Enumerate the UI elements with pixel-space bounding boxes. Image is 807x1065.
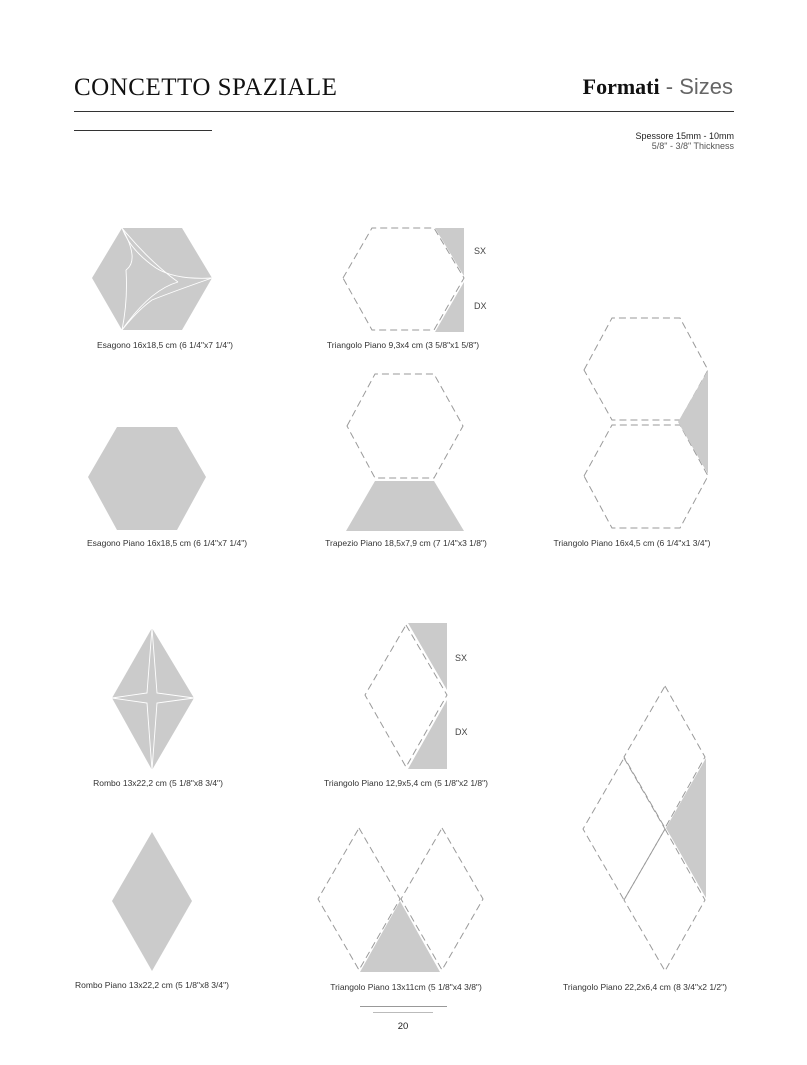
caption-esagono-piano: Esagono Piano 16x18,5 cm (6 1/4"x7 1/4")	[86, 538, 248, 548]
caption-triangolo-129: Triangolo Piano 12,9x5,4 cm (5 1/8"x2 1/8")	[323, 778, 489, 788]
caption-rombo: Rombo 13x22,2 cm (5 1/8"x8 3/4")	[93, 778, 223, 788]
rombo-tile	[112, 628, 194, 770]
label-dx-top: DX	[474, 301, 487, 311]
trapezio-tile	[346, 374, 464, 531]
triangolo-222-tile	[583, 686, 706, 971]
caption-esagono: Esagono 16x18,5 cm (6 1/4"x7 1/4")	[97, 340, 233, 350]
section-heading-bold: Formati	[582, 74, 660, 99]
footer-rule-short	[373, 1012, 433, 1013]
page-title: CONCETTO SPAZIALE	[74, 74, 338, 101]
triangolo-16-tile	[584, 318, 708, 528]
thickness-metric: Spessore 15mm - 10mm	[635, 131, 734, 141]
label-sx-bottom: SX	[455, 653, 468, 663]
thickness-imperial: 5/8" - 3/8" Thickness	[651, 141, 734, 151]
esagono-piano-tile	[88, 427, 206, 530]
caption-rombo-piano: Rombo Piano 13x22,2 cm (5 1/8"x8 3/4")	[75, 980, 229, 990]
caption-triangolo-16: Triangolo Piano 16x4,5 cm (6 1/4"x1 3/4")	[553, 538, 711, 548]
esagono-tile	[92, 228, 212, 330]
triangolo-129-tile	[365, 623, 447, 769]
caption-triangolo-13: Triangolo Piano 13x11cm (5 1/8"x4 3/8")	[330, 982, 482, 992]
page-number: 20	[397, 1021, 409, 1032]
section-heading-light: Sizes	[679, 74, 733, 99]
triangolo-93-tile	[343, 228, 464, 332]
footer-rule	[360, 1006, 447, 1007]
section-heading-separator: -	[665, 74, 674, 99]
caption-triangolo-222: Triangolo Piano 22,2x6,4 cm (8 3/4"x2 1/2")	[562, 982, 728, 992]
label-dx-bottom: DX	[455, 727, 468, 737]
caption-triangolo-93: Triangolo Piano 9,3x4 cm (3 5/8"x1 5/8")	[326, 340, 480, 350]
label-sx-top: SX	[474, 246, 487, 256]
caption-trapezio: Trapezio Piano 18,5x7,9 cm (7 1/4"x3 1/8")	[325, 538, 487, 548]
triangolo-13-tile	[318, 828, 483, 972]
rombo-piano-tile	[112, 832, 192, 971]
